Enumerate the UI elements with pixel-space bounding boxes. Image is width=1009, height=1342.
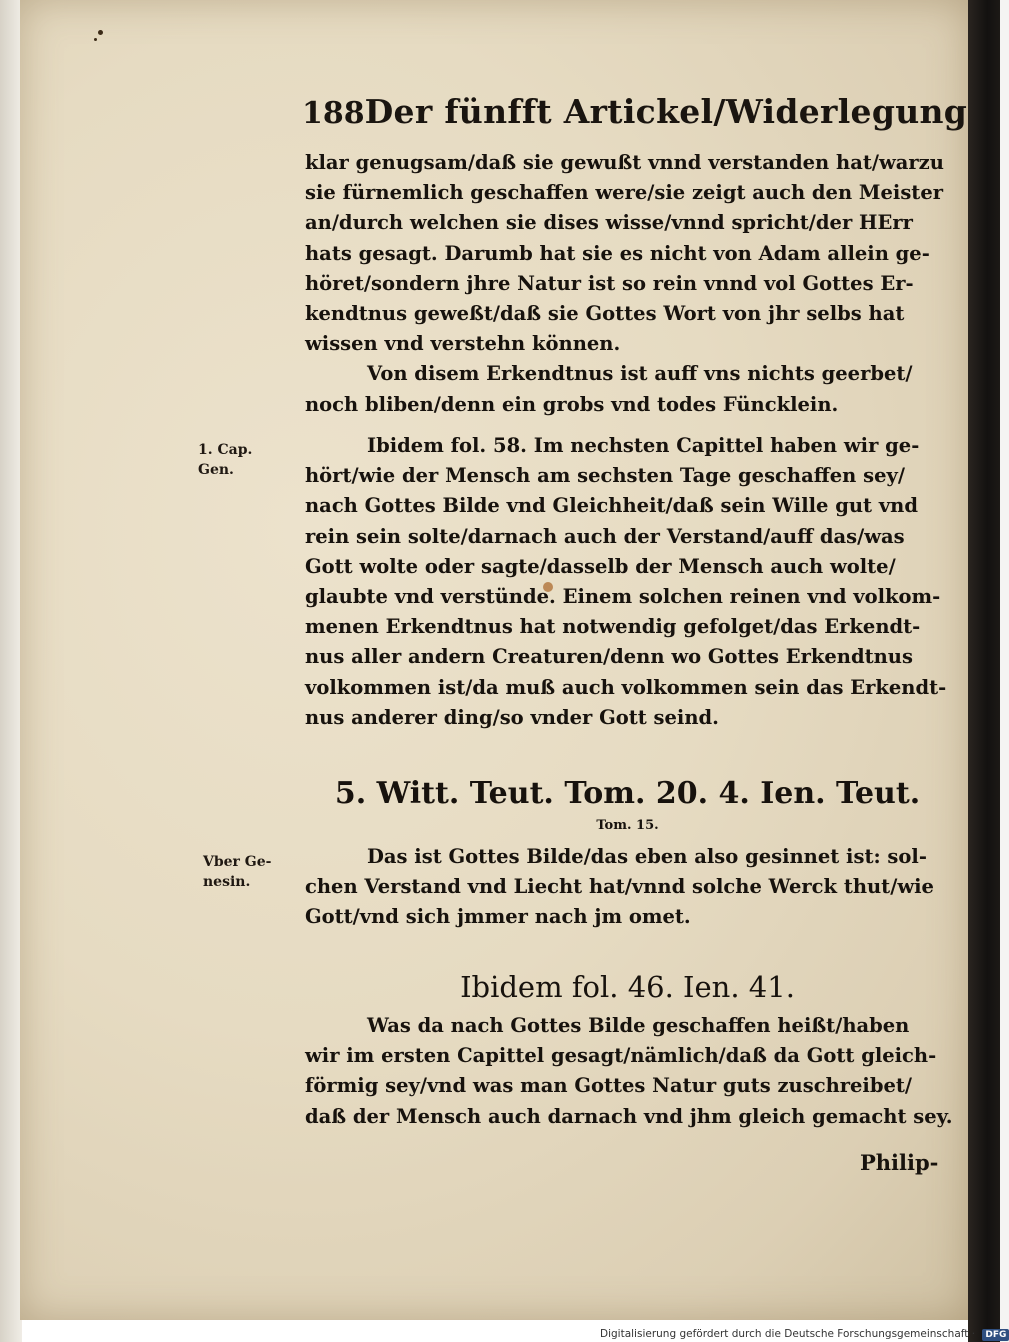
text-line: kendtnus geweßt/daß sie Gottes Wort von jhr selbs hat [305, 301, 905, 325]
footer-text: Digitalisierung gefördert durch die Deutsche Forschungsgemeinschaft · [600, 1328, 976, 1340]
margin-note-line: nesin. [203, 874, 251, 890]
margin-note-line: 1. Cap. [198, 442, 253, 458]
text-line: nus anderer ding/so vnder Gott seind. [305, 705, 719, 729]
section-heading-sub: Tom. 15. [596, 818, 659, 833]
text-line: rein sein solte/darnach auch der Verstand/auff das/was [305, 524, 905, 548]
text-line: noch bliben/denn ein grobs vnd todes Füncklein. [305, 392, 839, 416]
digitization-footer [600, 1326, 1007, 1342]
margin-note [203, 852, 303, 892]
page-number: 188 [302, 96, 365, 131]
text-block-3 [305, 842, 950, 933]
dfg-logo-icon: DFG [982, 1329, 1009, 1341]
text-line: an/durch welchen sie dises wisse/vnnd spricht/der HErr [305, 211, 913, 235]
text-line: nus aller andern Creaturen/denn wo Gottes Erkendtnus [305, 645, 913, 669]
catchword: Philip- [860, 1150, 939, 1175]
text-line: chen Verstand vnd Liecht hat/vnnd solche Werck thut/wie [305, 875, 934, 899]
text-line: glaubte vnd verstünde. Einem solchen reinen vnd volkom- [305, 584, 941, 608]
margin-note-line: Vber Ge- [203, 854, 272, 870]
section-heading: Ibidem fol. 46. Ien. 41. [460, 970, 795, 1004]
ink-fleck [94, 38, 97, 41]
running-head: Der fünfft Artickel/Widerlegung [364, 92, 968, 131]
left-scan-border [0, 0, 22, 1342]
ink-fleck [98, 30, 103, 35]
text-line: nach Gottes Bilde vnd Gleichheit/daß sein Wille gut vnd [305, 494, 918, 518]
text-line: daß der Mensch auch darnach vnd jhm gleich gemacht sey. [305, 1104, 953, 1128]
text-line: Von disem Erkendtnus ist auff vns nichts geerbet/ [367, 362, 913, 386]
page-header [302, 92, 968, 144]
margin-note [198, 440, 298, 480]
text-block-2 [305, 431, 950, 733]
section-heading: 5. Witt. Teut. Tom. 20. 4. Ien. Teut. [334, 776, 921, 811]
book-spine [968, 0, 1000, 1342]
text-line: hört/wie der Mensch am sechsten Tage geschaffen sey/ [305, 464, 905, 488]
text-block-4 [305, 1011, 953, 1132]
text-line: Gott wolte oder sagte/dasselb der Mensch auch wolte/ [305, 554, 896, 578]
text-line: höret/sondern jhre Natur ist so rein vnnd vol Gottes Er- [305, 271, 914, 295]
margin-note-line: Gen. [198, 462, 234, 478]
text-line: volkommen ist/da muß auch volkommen sein das Erkendt- [305, 675, 947, 699]
text-line: wissen vnd verstehn können. [305, 332, 621, 356]
text-line: Was da nach Gottes Bilde geschaffen heißt/haben [367, 1014, 910, 1037]
text-line: hats gesagt. Darumb hat sie es nicht von Adam allein ge- [305, 241, 930, 265]
text-line: Gott/vnd sich jmmer nach jm omet. [305, 905, 691, 929]
text-line: Ibidem fol. 58. Im nechsten Capittel haben wir ge- [367, 434, 920, 457]
text-line: förmig sey/vnd was man Gottes Natur guts zuschreibet/ [305, 1074, 913, 1098]
text-line: klar genugsam/daß sie gewußt vnnd verstanden hat/warzu [305, 151, 944, 174]
text-line: menen Erkendtnus hat notwendig gefolget/das Erkendt- [305, 615, 921, 639]
text-line: sie fürnemlich geschaffen were/sie zeigt auch den Meister [305, 181, 943, 205]
text-line: Das ist Gottes Bilde/das eben also gesinnet ist: sol- [367, 845, 927, 868]
text-line: wir im ersten Capittel gesagt/nämlich/daß da Gott gleich- [305, 1044, 937, 1068]
text-block-1 [305, 148, 950, 420]
